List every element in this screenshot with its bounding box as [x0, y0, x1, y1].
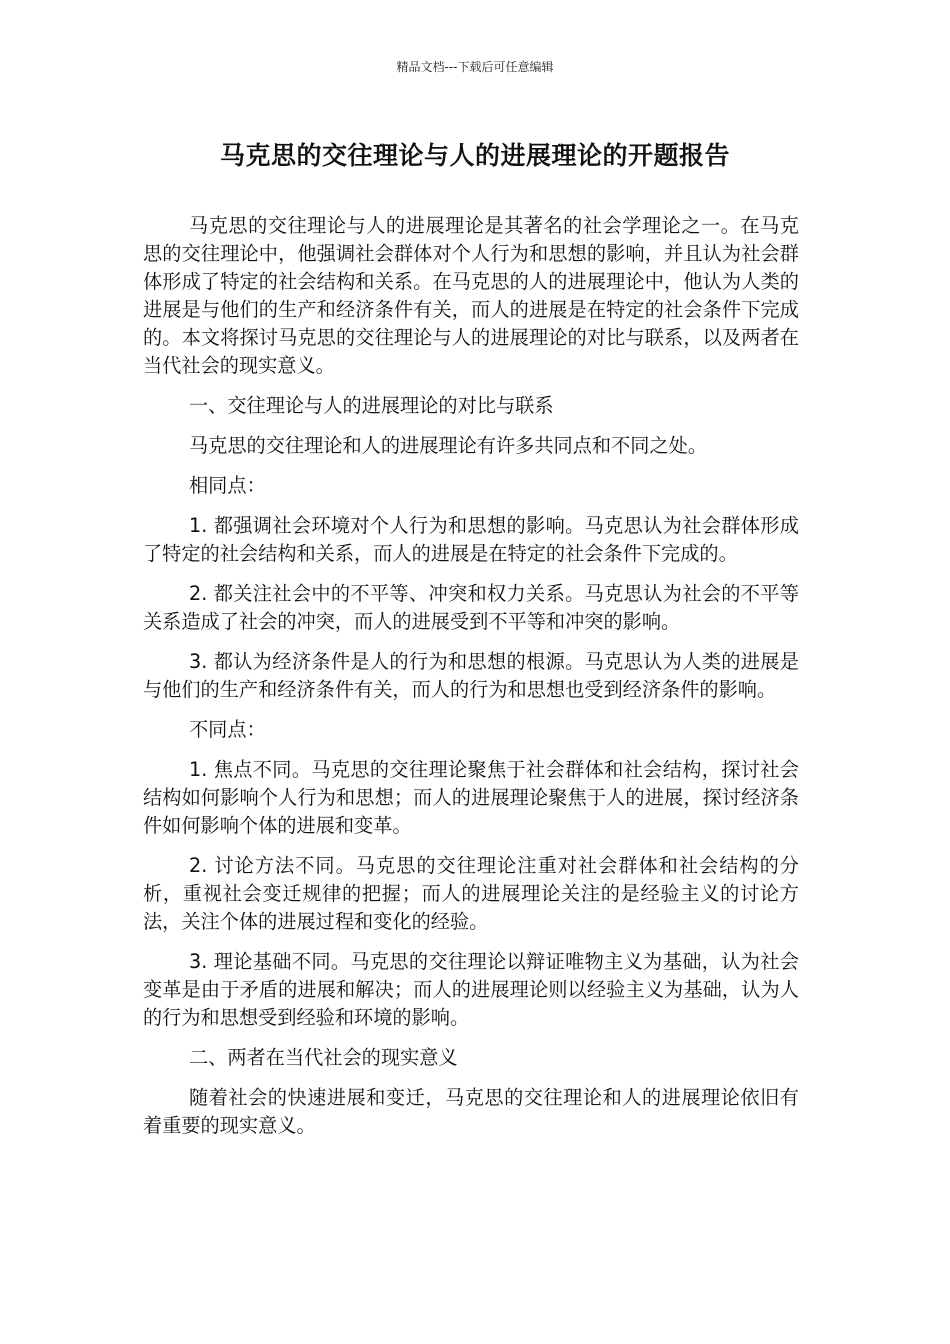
similarity-item-2: 2. 都关注社会中的不平等、冲突和权力关系。马克思认为社会的不平等关系造成了社会的冲突，而人的进展受到不平等和冲突的影响。 — [143, 582, 799, 633]
difference-item-3: 3. 理论基础不同。马克思的交往理论以辩证唯物主义为基础，认为社会变革是由于矛盾的进展和解决；而人的进展理论则以经验主义为基础，认为人的行为和思想受到经验和环境的影响。 — [143, 950, 799, 1029]
page-header-note: 精品文档---下载后可任意编辑 — [396, 60, 554, 74]
document-body — [143, 212, 799, 1152]
paragraph-closing: 随着社会的快速进展和变迁，马克思的交往理论和人的进展理论依旧有着重要的现实意义。 — [143, 1086, 799, 1137]
section-heading-1: 一、交往理论与人的进展理论的对比与联系 — [189, 394, 554, 417]
section-heading-2: 二、两者在当代社会的现实意义 — [189, 1046, 458, 1069]
difference-item-1: 1. 焦点不同。马克思的交往理论聚焦于社会群体和社会结构，探讨社会结构如何影响个人行为和思想；而人的进展理论聚焦于人的进展，探讨经济条件如何影响个体的进展和变革。 — [143, 758, 799, 837]
similarity-item-1: 1. 都强调社会环境对个人行为和思想的影响。马克思认为社会群体形成了特定的社会结构和关系，而人的进展是在特定的社会条件下完成的。 — [143, 514, 799, 565]
difference-item-2: 2. 讨论方法不同。马克思的交往理论注重对社会群体和社会结构的分析，重视社会变迁规律的把握；而人的进展理论关注的是经验主义的讨论方法，关注个体的进展过程和变化的经验。 — [143, 854, 799, 933]
paragraph-overview: 马克思的交往理论和人的进展理论有许多共同点和不同之处。 — [189, 434, 708, 457]
document-title: 马克思的交往理论与人的进展理论的开题报告 — [219, 141, 730, 170]
differences-label: 不同点： — [189, 718, 266, 741]
similarity-item-3: 3. 都认为经济条件是人的行为和思想的根源。马克思认为人类的进展是与他们的生产和经济条件有关，而人的行为和思想也受到经济条件的影响。 — [143, 650, 799, 701]
paragraph-intro: 马克思的交往理论与人的进展理论是其著名的社会学理论之一。在马克思的交往理论中，他强调社会群体对个人行为和思想的影响，并且认为社会群体形成了特定的社会结构和关系。在马克思的人的进展理论中，他认为人类的进展是与他们的生产和经济条件有关，而人的进展是在特定的社会条件下完成的。本文将探讨马克思的交往理论与人的进展理论的对比与联系，以及两者在当代社会的现实意义。 — [143, 214, 799, 377]
similarities-label: 相同点： — [189, 474, 266, 497]
